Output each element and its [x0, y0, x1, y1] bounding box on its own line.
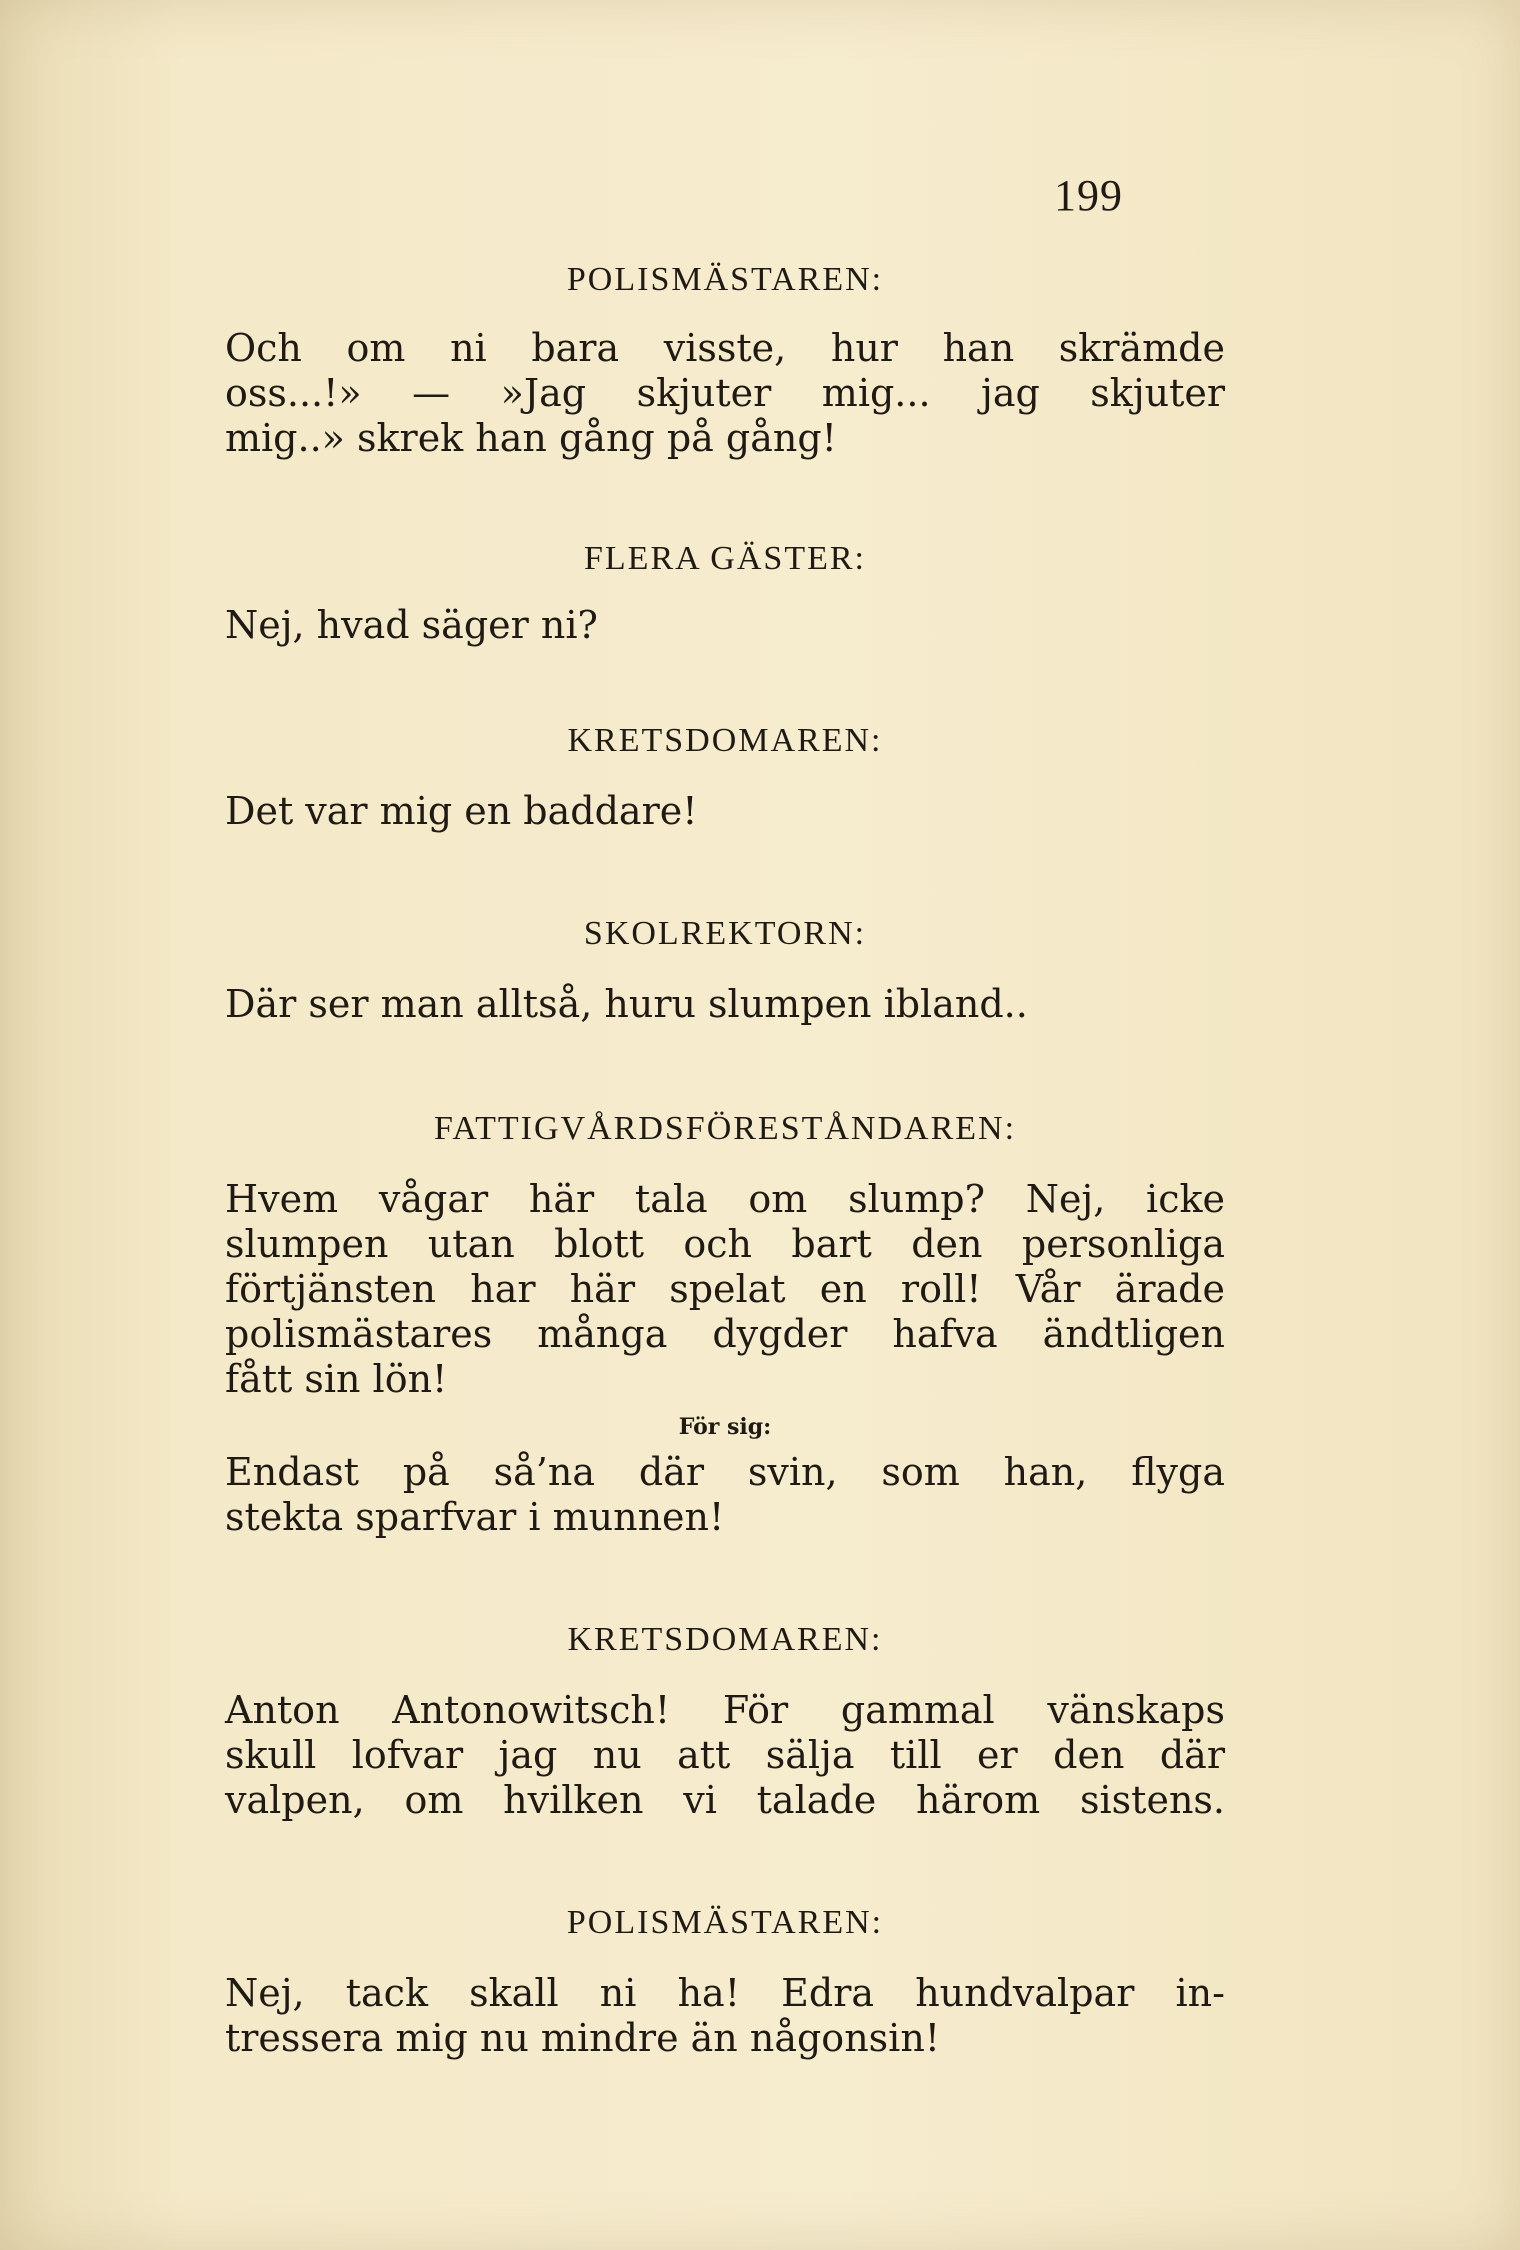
speech	[225, 982, 1225, 1027]
aside-speech	[225, 1450, 1225, 1540]
speech-line: skull lofvar jag nu att sälja till er den där	[225, 1733, 1225, 1777]
speech-line: valpen, om hvilken vi talade härom sistens.	[225, 1778, 1225, 1822]
dialogue-block	[225, 1109, 1225, 1540]
dialogue-block	[225, 260, 1225, 461]
speech-line: Det var mig en baddare!	[225, 789, 698, 833]
speaker-name: FATTIGVÅRDSFÖRESTÅNDAREN:	[433, 1110, 1017, 1147]
speech-line: stekta sparfvar i munnen!	[225, 1495, 725, 1539]
speech	[225, 603, 1225, 648]
dialogue-block	[225, 1620, 1225, 1823]
speech-line: mig..» skrek han gång på gång!	[225, 416, 837, 460]
speaker-name: SKOLREKTORN:	[583, 915, 867, 952]
dialogue-block	[225, 914, 1225, 1027]
speech-line: oss...!» — »Jag skjuter mig... jag skjuter	[225, 371, 1225, 415]
speech-line: Nej, hvad säger ni?	[225, 603, 598, 647]
dialogue-block	[225, 721, 1225, 834]
speech-line: Där ser man alltså, huru slumpen ibland..	[225, 982, 1028, 1026]
speech-line: Endast på så’na där svin, som han, flyga	[225, 1450, 1225, 1494]
speech-line: fått sin lön!	[225, 1357, 448, 1401]
speaker-name: POLISMÄSTAREN:	[566, 261, 884, 298]
speaker-name: KRETSDOMAREN:	[567, 722, 883, 759]
speech	[225, 1177, 1225, 1402]
speech-line: polismästares många dygder hafva ändtligen	[225, 1312, 1225, 1356]
stage-direction: För sig:	[678, 1414, 772, 1440]
speech-line: slumpen utan blott och bart den personliga	[225, 1222, 1225, 1266]
speaker-name: KRETSDOMAREN:	[567, 1621, 883, 1658]
speech	[225, 1971, 1225, 2061]
speech-line: förtjänsten har här spelat en roll! Vår ärade	[225, 1267, 1225, 1311]
dialogue-block	[225, 1903, 1225, 2061]
speech	[225, 789, 1225, 834]
speech-line: Anton Antonowitsch! För gammal vänskaps	[225, 1688, 1225, 1732]
speaker-name: POLISMÄSTAREN:	[566, 1904, 884, 1941]
speech	[225, 326, 1225, 461]
speech	[225, 1688, 1225, 1823]
speech-line: Och om ni bara visste, hur han skrämde	[225, 326, 1225, 370]
speech-line: Nej, tack skall ni ha! Edra hundvalpar in-	[225, 1971, 1225, 2015]
dialogue-block	[225, 539, 1225, 648]
page-number: 199	[1054, 171, 1123, 220]
speech-line: tressera mig nu mindre än någonsin!	[225, 2016, 941, 2060]
speech-line: Hvem vågar här tala om slump? Nej, icke	[225, 1177, 1225, 1221]
speaker-name: FLERA GÄSTER:	[584, 540, 866, 577]
dialogue-text	[225, 250, 1225, 2061]
